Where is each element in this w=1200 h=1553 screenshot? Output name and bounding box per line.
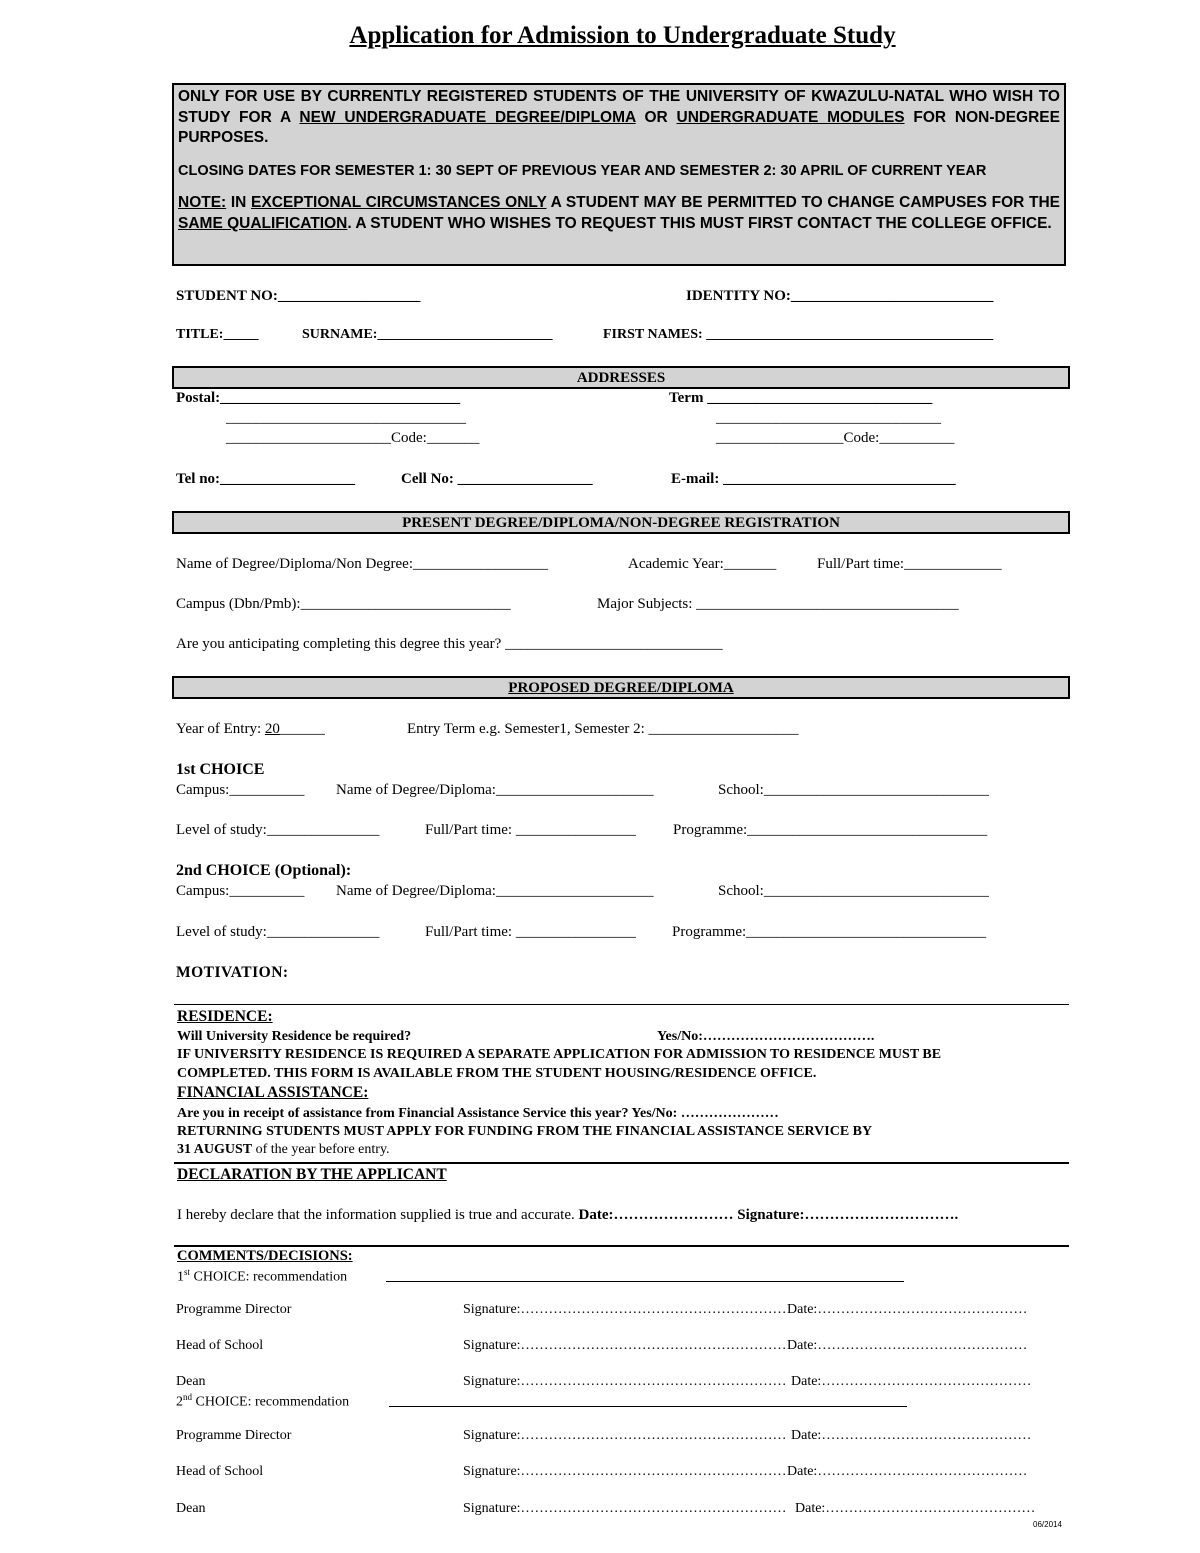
declaration-signature-field[interactable]: Signature:………………………….	[733, 1207, 959, 1223]
declaration-text: I hereby declare that the information supplied is true and accurate. Date:…………………… Signature:………………………….	[177, 1207, 959, 1223]
second-head-of-school-label: Head of School	[176, 1464, 264, 1479]
financial-assistance-heading: FINANCIAL ASSISTANCE:	[177, 1084, 369, 1101]
second-head-of-school-date[interactable]: Date:………………………………………	[787, 1464, 1028, 1479]
declaration-heading: DECLARATION BY THE APPLICANT	[177, 1166, 447, 1183]
notice-note: NOTE: IN EXCEPTIONAL CIRCUMSTANCES ONLY A STUDENT MAY BE PERMITTED TO CHANGE CAMPUSES FOR THE SAME QUALIFICATION. A STUDENT WHO WISHES TO REQUEST THIS MUST FIRST CONTACT THE COLLEGE OFFICE.	[178, 194, 1060, 232]
motivation-line[interactable]	[174, 1004, 1069, 1005]
second-choice-degree-field[interactable]: Name of Degree/Diploma:_____________________	[336, 883, 654, 899]
first-programme-director-label: Programme Director	[176, 1302, 292, 1317]
financial-assistance-question[interactable]: Are you in receipt of assistance from Financial Assistance Service this year? Yes/No: …………………	[177, 1106, 779, 1121]
second-choice-full-part-field[interactable]: Full/Part time: ________________	[425, 924, 636, 940]
second-choice-recommendation-label: 2nd CHOICE: recommendation	[176, 1392, 350, 1410]
first-dean-date[interactable]: Date:………………………………………	[791, 1374, 1032, 1389]
residence-info-line2: COMPLETED. THIS FORM IS AVAILABLE FROM THE STUDENT HOUSING/RESIDENCE OFFICE.	[177, 1066, 817, 1081]
residence-question: Will University Residence be required?	[177, 1029, 412, 1044]
term-address-field[interactable]: Term ______________________________	[669, 390, 933, 406]
term-code-field[interactable]: _________________Code:__________	[716, 430, 955, 446]
page-title: Application for Admission to Undergraduate Study	[349, 22, 896, 49]
title-field[interactable]: TITLE:_____	[176, 327, 259, 342]
first-choice-heading: 1st CHOICE	[176, 761, 265, 778]
first-choice-recommendation-label: 1st CHOICE: recommendation	[177, 1267, 348, 1285]
proposed-degree-heading: PROPOSED DEGREE/DIPLOMA	[172, 676, 1070, 699]
second-choice-recommendation-line[interactable]	[389, 1406, 907, 1407]
term-address-line2[interactable]: ______________________________	[716, 410, 941, 426]
present-campus-field[interactable]: Campus (Dbn/Pmb):____________________________	[176, 596, 511, 612]
second-choice-school-field[interactable]: School:______________________________	[718, 883, 989, 899]
present-full-part-time-field[interactable]: Full/Part time:_____________	[817, 556, 1002, 572]
first-choice-school-field[interactable]: School:______________________________	[718, 782, 989, 798]
residence-heading: RESIDENCE:	[177, 1008, 273, 1025]
first-choice-degree-field[interactable]: Name of Degree/Diploma:_____________________	[336, 782, 654, 798]
cell-no-field[interactable]: Cell No: __________________	[401, 471, 593, 487]
form-version-code: 06/2014	[1033, 1520, 1062, 1529]
section-divider	[174, 1245, 1069, 1247]
first-head-of-school-date[interactable]: Date:………………………………………	[787, 1338, 1028, 1353]
first-choice-full-part-field[interactable]: Full/Part time: ________________	[425, 822, 636, 838]
residence-info-line1: IF UNIVERSITY RESIDENCE IS REQUIRED A SEPARATE APPLICATION FOR ADMISSION TO RESIDENCE MUST BE	[177, 1047, 942, 1062]
residence-yes-no-field[interactable]: Yes/No:……………………………….	[657, 1029, 875, 1044]
first-choice-programme-field[interactable]: Programme:________________________________	[673, 822, 988, 838]
first-dean-label: Dean	[176, 1374, 206, 1389]
notice-closing-dates: CLOSING DATES FOR SEMESTER 1: 30 SEPT OF PREVIOUS YEAR AND SEMESTER 2: 30 APRIL OF CURRENT YEAR	[178, 162, 987, 179]
entry-term-field[interactable]: Entry Term e.g. Semester1, Semester 2: ____________________	[407, 721, 799, 737]
eligibility-notice	[172, 83, 1066, 266]
first-choice-recommendation-line[interactable]	[386, 1281, 904, 1282]
second-choice-programme-field[interactable]: Programme:________________________________	[672, 924, 987, 940]
financial-info-line2: 31 AUGUST of the year before entry.	[177, 1142, 390, 1157]
second-head-of-school-signature[interactable]: Signature:…………………………………………………	[463, 1464, 787, 1479]
anticipating-completion-field[interactable]: Are you anticipating completing this degree this year? _____________________________	[176, 636, 723, 652]
addresses-heading: ADDRESSES	[172, 366, 1070, 389]
section-divider	[174, 1162, 1069, 1164]
second-programme-director-signature[interactable]: Signature:…………………………………………………	[463, 1428, 787, 1443]
first-dean-signature[interactable]: Signature:…………………………………………………	[463, 1374, 787, 1389]
second-dean-label: Dean	[176, 1501, 206, 1516]
first-programme-director-date[interactable]: Date:………………………………………	[787, 1302, 1028, 1317]
second-choice-level-field[interactable]: Level of study:_______________	[176, 924, 380, 940]
second-choice-campus-field[interactable]: Campus:__________	[176, 883, 305, 899]
second-dean-signature[interactable]: Signature:…………………………………………………	[463, 1501, 787, 1516]
declaration-date-field[interactable]: Date:……………………	[578, 1207, 734, 1223]
postal-address-field[interactable]: Postal:________________________________	[176, 390, 461, 406]
academic-year-field[interactable]: Academic Year:_______	[628, 556, 777, 572]
first-head-of-school-signature[interactable]: Signature:…………………………………………………	[463, 1338, 787, 1353]
postal-address-line2[interactable]: ________________________________	[226, 410, 466, 426]
first-choice-campus-field[interactable]: Campus:__________	[176, 782, 305, 798]
comments-heading: COMMENTS/DECISIONS:	[177, 1248, 353, 1264]
first-head-of-school-label: Head of School	[176, 1338, 264, 1353]
second-programme-director-label: Programme Director	[176, 1428, 292, 1443]
second-programme-director-date[interactable]: Date:………………………………………	[791, 1428, 1032, 1443]
surname-field[interactable]: SURNAME:_________________________	[302, 327, 553, 342]
first-names-field[interactable]: FIRST NAMES: _________________________________________	[603, 327, 994, 342]
financial-info-line1: RETURNING STUDENTS MUST APPLY FOR FUNDING FROM THE FINANCIAL ASSISTANCE SERVICE BY	[177, 1124, 873, 1139]
email-field[interactable]: E-mail: _______________________________	[671, 471, 956, 487]
first-choice-level-field[interactable]: Level of study:_______________	[176, 822, 380, 838]
year-of-entry-field[interactable]: Year of Entry: 20______	[176, 721, 325, 737]
present-registration-heading: PRESENT DEGREE/DIPLOMA/NON-DEGREE REGISTRATION	[172, 511, 1070, 534]
first-programme-director-signature[interactable]: Signature:…………………………………………………	[463, 1302, 787, 1317]
postal-code-field[interactable]: ______________________Code:_______	[226, 430, 480, 446]
motivation-label: MOTIVATION:	[176, 964, 289, 981]
major-subjects-field[interactable]: Major Subjects: ___________________________________	[597, 596, 959, 612]
present-degree-name-field[interactable]: Name of Degree/Diploma/Non Degree:__________________	[176, 556, 548, 572]
tel-no-field[interactable]: Tel no:__________________	[176, 471, 356, 487]
second-dean-date[interactable]: Date:………………………………………	[795, 1501, 1036, 1516]
notice-eligibility-text: ONLY FOR USE BY CURRENTLY REGISTERED STUDENTS OF THE UNIVERSITY OF KWAZULU-NATAL WHO WISH TO STUDY FOR A NEW UNDERGRADUATE DEGREE/DIPLOMA OR UNDERGRADUATE MODULES FOR NON-DEGREE PURPOSES.	[178, 88, 1060, 146]
second-choice-heading: 2nd CHOICE (Optional):	[176, 862, 352, 879]
student-no-field[interactable]: STUDENT NO:___________________	[176, 288, 421, 304]
identity-no-field[interactable]: IDENTITY NO:___________________________	[686, 288, 994, 304]
